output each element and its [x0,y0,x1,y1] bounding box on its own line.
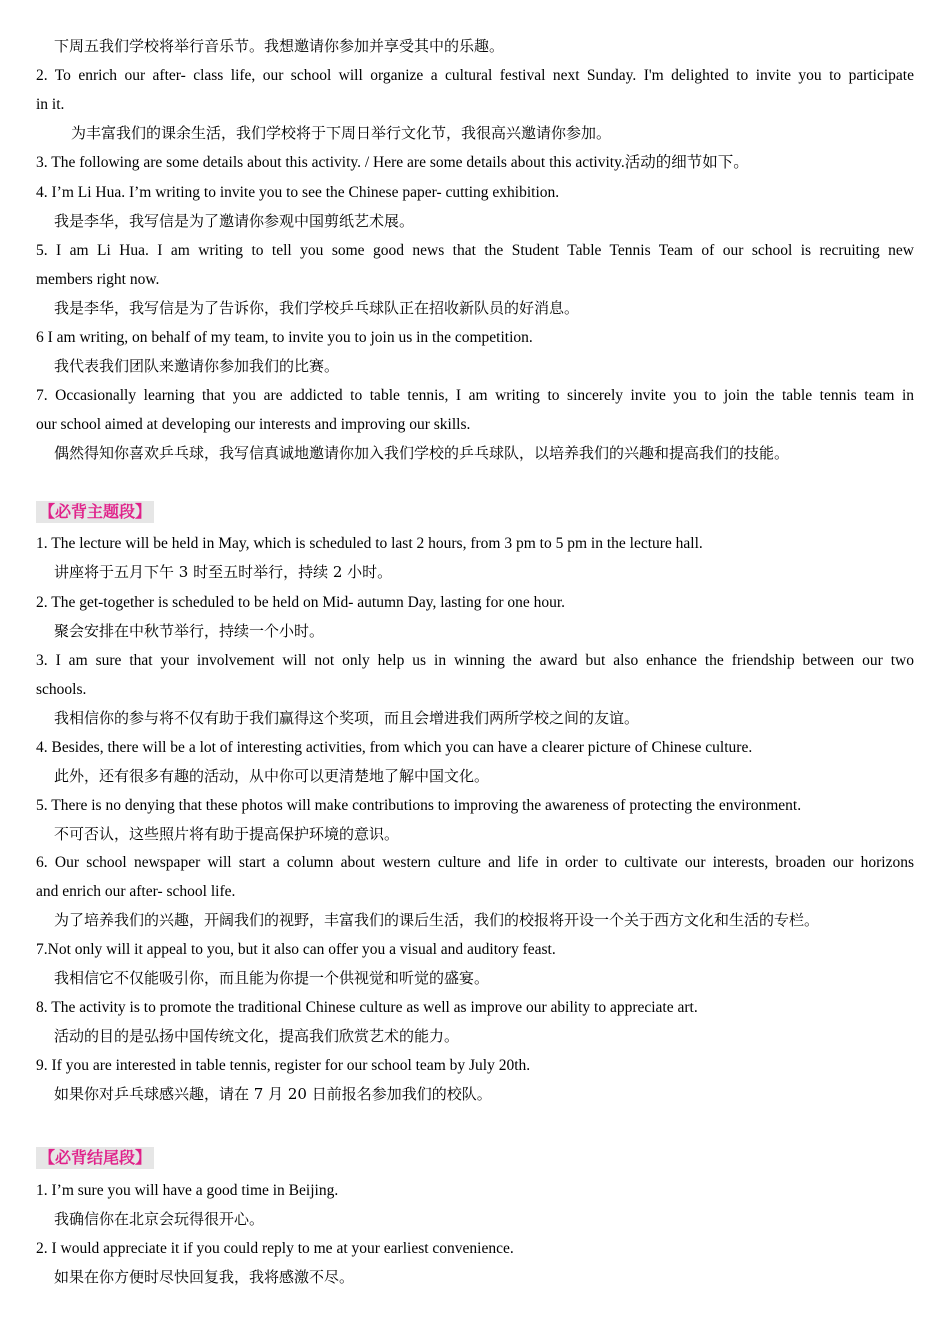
body-line-8-zh: 活动的目的是弘扬中国传统文化，提高我们欣赏艺术的能力。 [54,1027,460,1045]
body-line-1-zh: 讲座将于五月下午 3 时至五时举行，持续 2 小时。 [54,563,393,581]
body-line-5-en: 5. There is no denying that these photos will make contributions to improving the awareness of protecting the environment. [36,797,802,814]
body-line-3-en: 3. I am sure that your involvement will not only help us in winning the award but also enhance the friendship between our two [36,652,914,669]
intro-line-7-zh: 偶然得知你喜欢乒乓球，我写信真诚地邀请你加入我们学校的乒乓球队，以培养我们的兴趣和提高我们的技能。 [54,444,790,462]
intro-line-2-zh: 为丰富我们的课余生活，我们学校将于下周日举行文化节，我很高兴邀请你参加。 [71,124,612,142]
intro-line-7-en: 7. Occasionally learning that you are addicted to table tennis, I am writing to sincerely invite you to join the table tennis team in [36,387,914,404]
body-line-5-zh: 不可否认，这些照片将有助于提高保护环境的意识。 [54,825,400,843]
body-line-7-zh: 我相信它不仅能吸引你，而且能为你提一个供视觉和听觉的盛宴。 [54,969,490,987]
ending-line-1-zh: 我确信你在北京会玩得很开心。 [54,1210,265,1228]
ending-line-2-zh: 如果在你方便时尽快回复我，我将感激不尽。 [54,1268,355,1286]
body-line-1-en: 1. The lecture will be held in May, which is scheduled to last 2 hours, from 3 pm to 5 pm in the lecture hall. [36,535,703,552]
ending-line-2-en: 2. I would appreciate it if you could reply to me at your earliest convenience. [36,1240,514,1257]
intro-line-3-en: 3. The following are some details about this activity. / Here are some details about this activity.活动的细节如下。 [36,154,749,171]
intro-line-7-en-cont: our school aimed at developing our interests and improving our skills. [36,416,471,433]
body-line-6-zh: 为了培养我们的兴趣，开阔我们的视野，丰富我们的课后生活，我们的校报将开设一个关于西方文化和生活的专栏。 [54,911,820,929]
body-line-3-en-cont: schools. [36,681,87,698]
intro-line-1-zh: 下周五我们学校将举行音乐节。我想邀请你参加并享受其中的乐趣。 [54,37,505,55]
intro-line-5-zh: 我是李华，我写信是为了告诉你，我们学校乒乓球队正在招收新队员的好消息。 [54,299,580,317]
intro-line-5-en: 5. I am Li Hua. I am writing to tell you some good news that the Student Table Tennis Team of our school is recruiting new [36,242,914,259]
body-line-9-en: 9. If you are interested in table tennis, register for our school team by July 20th. [36,1057,531,1074]
body-line-4-zh: 此外，还有很多有趣的活动，从中你可以更清楚地了解中国文化。 [54,767,490,785]
intro-line-6-en: 6 I am writing, on behalf of my team, to invite you to join us in the competition. [36,329,533,346]
ending-line-1-en: 1. I’m sure you will have a good time in Beijing. [36,1182,339,1199]
body-line-2-en: 2. The get-together is scheduled to be held on Mid- autumn Day, lasting for one hour. [36,594,566,611]
body-section-heading: 【必背主题段】 [36,501,154,523]
body-line-3-zh: 我相信你的参与将不仅有助于我们赢得这个奖项，而且会增进我们两所学校之间的友谊。 [54,709,640,727]
intro-line-5-en-cont: members right now. [36,271,160,288]
intro-line-2-en: 2. To enrich our after- class life, our school will organize a cultural festival next Sunday. I'm delighted to invite you to participate [36,67,914,84]
body-line-7-en: 7.Not only will it appeal to you, but it also can offer you a visual and auditory feast. [36,941,556,958]
intro-line-4-zh: 我是李华，我写信是为了邀请你参观中国剪纸艺术展。 [54,212,415,230]
body-line-9-zh: 如果你对乒乓球感兴趣，请在 7 月 20 日前报名参加我们的校队。 [54,1085,492,1103]
body-line-6-en-cont: and enrich our after- school life. [36,883,236,900]
body-line-6-en: 6. Our school newspaper will start a column about western culture and life in order to cultivate our interests, broaden our horizons [36,854,914,871]
intro-line-2-en-cont: in it. [36,96,65,113]
intro-line-6-zh: 我代表我们团队来邀请你参加我们的比赛。 [54,357,340,375]
body-line-8-en: 8. The activity is to promote the traditional Chinese culture as well as improve our ability to appreciate art. [36,999,698,1016]
intro-line-4-en: 4. I’m Li Hua. I’m writing to invite you to see the Chinese paper- cutting exhibition. [36,184,560,201]
body-line-4-en: 4. Besides, there will be a lot of interesting activities, from which you can have a clearer picture of Chinese culture. [36,739,753,756]
ending-section-heading: 【必背结尾段】 [36,1147,154,1169]
body-line-2-zh: 聚会安排在中秋节举行，持续一个小时。 [54,622,325,640]
